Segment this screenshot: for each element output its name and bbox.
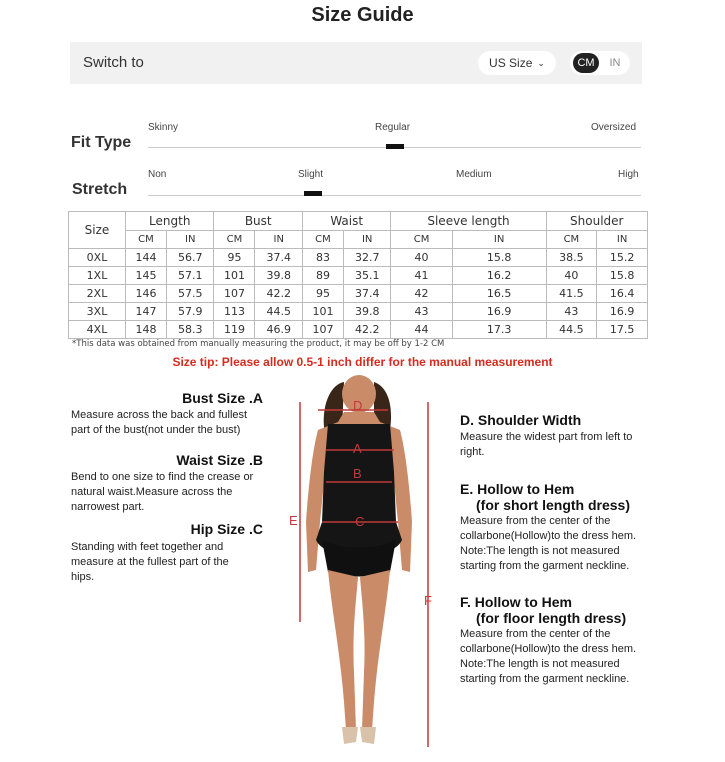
label-b: B (353, 466, 362, 481)
measure-cell: 39.8 (343, 303, 391, 321)
measure-cell: 95 (214, 249, 255, 267)
switch-bar (70, 42, 642, 84)
measure-cell: 17.5 (597, 321, 648, 339)
bust-title: Bust Size .A (182, 390, 263, 406)
unit-header: IN (343, 231, 391, 249)
measure-cell: 42.2 (255, 285, 303, 303)
unit-header: CM (126, 231, 167, 249)
size-cell: 0XL (69, 249, 126, 267)
fit-type-indicator (386, 144, 404, 149)
measure-cell: 44.5 (255, 303, 303, 321)
unit-header: CM (391, 231, 452, 249)
measure-cell: 147 (126, 303, 167, 321)
measure-cell: 101 (214, 267, 255, 285)
size-select[interactable] (478, 51, 556, 75)
unit-header: IN (597, 231, 648, 249)
measure-cell: 43 (391, 303, 452, 321)
size-cell: 4XL (69, 321, 126, 339)
measure-cell: 144 (126, 249, 167, 267)
right-shoe-shape (360, 727, 376, 744)
size-cell: 1XL (69, 267, 126, 285)
measure-cell: 42 (391, 285, 452, 303)
waist-text: Bend to one size to find the crease or natural waist.Measure across the narrowest part. (71, 471, 254, 513)
label-e: E (289, 513, 298, 528)
measure-cell: 89 (302, 267, 343, 285)
fit-option-regular: Regular (375, 122, 411, 133)
measure-cell: 16.4 (597, 285, 648, 303)
hip-title: Hip Size .C (190, 521, 263, 537)
waist-title: Waist Size .B (176, 452, 263, 468)
stretch-scale (148, 195, 641, 196)
left-shoe-shape (342, 727, 358, 744)
label-a: A (353, 441, 362, 456)
size-select-value: US Size (489, 56, 533, 70)
measure-cell: 15.2 (597, 249, 648, 267)
measure-cell: 113 (214, 303, 255, 321)
measure-cell: 42.2 (343, 321, 391, 339)
stretch-option-slight: Slight (298, 169, 324, 180)
switch-label: Switch to (83, 54, 144, 71)
hem-short-title: E. Hollow to Hem (460, 481, 575, 497)
page-title: Size Guide (311, 4, 414, 26)
size-tip: Size tip: Please allow 0.5-1 inch differ for the manual measurement (172, 355, 553, 369)
label-f: F (424, 593, 432, 608)
measure-cell: 148 (126, 321, 167, 339)
measure-cell: 41 (391, 267, 452, 285)
measure-cell: 83 (302, 249, 343, 267)
label-c: C (355, 514, 365, 529)
measure-cell: 44 (391, 321, 452, 339)
unit-header: CM (214, 231, 255, 249)
unit-header: IN (166, 231, 214, 249)
stretch-option-high: High (618, 169, 639, 180)
measure-cell: 37.4 (343, 285, 391, 303)
table-row (69, 285, 648, 303)
size-cell: 3XL (69, 303, 126, 321)
fit-option-oversized: Oversized (591, 122, 637, 133)
measure-cell: 146 (126, 285, 167, 303)
size-table (68, 211, 648, 339)
chevron-down-icon: ⌄ (537, 57, 545, 68)
measure-cell: 41.5 (546, 285, 597, 303)
measure-cell: 16.9 (597, 303, 648, 321)
header-length: Length (126, 212, 214, 231)
table-row (69, 303, 648, 321)
measure-cell: 32.7 (343, 249, 391, 267)
measure-cell: 44.5 (546, 321, 597, 339)
measure-cell: 145 (126, 267, 167, 285)
hem-floor-subtitle: (for floor length dress) (476, 610, 627, 626)
header-waist: Waist (302, 212, 390, 231)
measure-cell: 107 (214, 285, 255, 303)
right-leg-shape (360, 570, 390, 730)
bust-text: Measure across the back and fullest part of the bust(not under the bust) (71, 409, 248, 436)
measure-cell: 95 (302, 285, 343, 303)
measure-cell: 107 (302, 321, 343, 339)
measure-cell: 35.1 (343, 267, 391, 285)
unit-header: CM (302, 231, 343, 249)
size-cell: 2XL (69, 285, 126, 303)
hem-floor-title: F. Hollow to Hem (460, 594, 572, 610)
measure-cell: 15.8 (452, 249, 546, 267)
stretch-label: Stretch (72, 181, 128, 198)
table-row (69, 267, 648, 285)
measure-cell: 15.8 (597, 267, 648, 285)
measure-cell: 57.5 (166, 285, 214, 303)
measure-cell: 37.4 (255, 249, 303, 267)
model-figure (282, 372, 452, 762)
data-note: *This data was obtained from manually measuring the product, it may be off by 1-2 CM (72, 339, 445, 349)
measure-cell: 101 (302, 303, 343, 321)
stretch-option-non: Non (148, 169, 167, 180)
shoulder-text: Measure the widest part from left to right. (460, 431, 633, 458)
header-sleeve: Sleeve length (391, 212, 546, 231)
header-shoulder: Shoulder (546, 212, 647, 231)
stretch-option-medium: Medium (456, 169, 492, 180)
unit-header: CM (546, 231, 597, 249)
size-header: Size (69, 212, 126, 249)
measure-cell: 40 (391, 249, 452, 267)
fit-option-skinny: Skinny (148, 122, 179, 133)
measure-cell: 46.9 (255, 321, 303, 339)
unit-header: IN (255, 231, 303, 249)
table-row (69, 321, 648, 339)
label-d: D (353, 398, 363, 413)
hem-short-subtitle: (for short length dress) (476, 497, 631, 513)
stretch-indicator (304, 191, 322, 196)
measure-cell: 16.5 (452, 285, 546, 303)
hip-text: Standing with feet together and measure at the fullest part of the hips. (71, 541, 229, 583)
unit-cm-button[interactable]: CM (573, 53, 599, 73)
left-leg-shape (328, 570, 358, 730)
measure-cell: 39.8 (255, 267, 303, 285)
measure-cell: 56.7 (166, 249, 214, 267)
hem-floor-text: Measure from the center of the collarbone(Hollow)to the dress hem. Note:The length is not measured starting from the garment neckline. (460, 628, 637, 685)
header-bust: Bust (214, 212, 302, 231)
measure-cell: 16.2 (452, 267, 546, 285)
measure-cell: 119 (214, 321, 255, 339)
measure-cell: 57.1 (166, 267, 214, 285)
measure-cell: 16.9 (452, 303, 546, 321)
measure-cell: 43 (546, 303, 597, 321)
table-row (69, 249, 648, 267)
measure-cell: 57.9 (166, 303, 214, 321)
measure-cell: 58.3 (166, 321, 214, 339)
measure-cell: 40 (546, 267, 597, 285)
unit-in-button[interactable]: IN (609, 57, 621, 69)
measure-cell: 38.5 (546, 249, 597, 267)
hem-short-text: Measure from the center of the collarbone(Hollow)to the dress hem. Note:The length is not measured starting from the garment neckline. (460, 515, 637, 572)
measure-cell: 17.3 (452, 321, 546, 339)
unit-header: IN (452, 231, 546, 249)
shoulder-title: D. Shoulder Width (460, 412, 582, 428)
fit-type-label: Fit Type (71, 134, 132, 151)
